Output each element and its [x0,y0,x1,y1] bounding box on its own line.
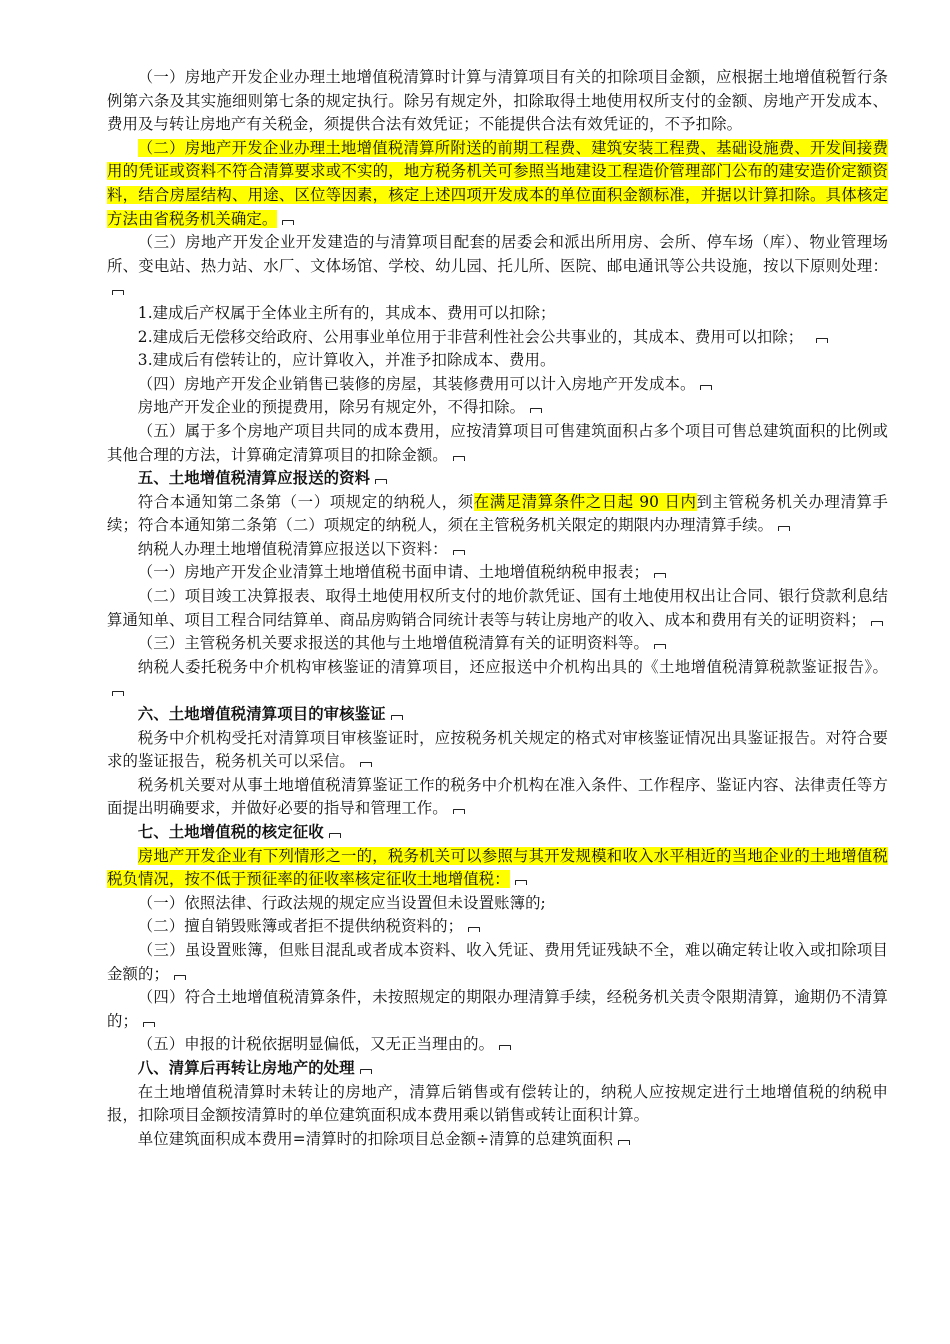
paragraph-14: （二）项目竣工决算报表、取得土地使用权所支付的地价款凭证、国有土地使用权出让合同、银行贷款利息结算通知单、项目工程合同结算单、商品房购销合同统计表等与转让房地产的收入、成本和费用有关的证明资料； [107,587,888,629]
paragraph-mark-icon [328,829,342,838]
paragraph-mark-icon [452,805,466,814]
paragraph-mark-icon [653,569,667,578]
paragraph-mark-icon [142,1018,156,1027]
paragraph-9: （五）属于多个房地产项目共同的成本费用，应按清算项目可售建筑面积占多个项目可售总建筑面积的比例或其他合理的方法，计算确定清算项目的扣除金额。 [107,421,888,464]
paragraph-8: 房地产开发企业的预提费用，除另有规定外，不得扣除。 [107,396,888,420]
paragraph-mark-icon [699,381,713,390]
paragraph-mark-icon [111,687,125,696]
paragraph-mark-icon [390,711,404,720]
paragraph-mark-icon [467,923,481,932]
paragraph-3: （三）房地产开发企业开发建造的与清算项目配套的居委会和派出所用房、会所、停车场（库）、物业管理场所、变电站、热力站、水厂、文体场馆、学校、幼儿园、托儿所、医院、邮电通讯等公共设施，按以下原则处理： [107,231,888,302]
paragraph-21-highlighted: 房地产开发企业有下列情形之一的，税务机关可以参照与其开发规模和收入水平相近的当地企业的土地增值税税负情况，按不低于预征率的征收率核定征收土地增值税： [107,846,888,889]
paragraph-mark-icon [359,758,373,767]
paragraph-1: （一）房地产开发企业办理土地增值税清算时计算与清算项目有关的扣除项目金额，应根据土地增值税暂行条例第六条及其实施细则第七条的规定执行。除另有规定外，扣除取得土地使用权所支付的金额、房地产开发成本、费用及与转让房地产有关税金，须提供合法有效凭证；不能提供合法有效凭证的，不予扣除。 [107,68,888,134]
list-item-1: 1.建成后产权属于全体业主所有的，其成本、费用可以扣除； [137,303,556,322]
paragraph-13: （一）房地产开发企业清算土地增值税书面申请、土地增值税纳税申报表； [107,561,888,585]
section-heading-8: 八、清算后再转让房地产的处理 [107,1057,888,1081]
paragraph-23: （二）擅自销毁账簿或者拒不提供纳税资料的； [107,915,888,939]
paragraph-7: （四）房地产开发企业销售已装修的房屋，其装修费用可以计入房地产开发成本。 [107,373,888,397]
paragraph-12: 纳税人办理土地增值税清算应报送以下资料： [107,538,888,562]
paragraph-mark-icon [815,334,829,343]
paragraph-mark-icon [452,452,466,461]
paragraph-mark-icon [452,546,466,555]
paragraph-2-highlighted: （二）房地产开发企业办理土地增值税清算所附送的前期工程费、建筑安装工程费、基础设施费、开发间接费用的凭证或资料不符合清算要求或不实的，地方税务机关可参照当地建设工程造价管理部门公布的建安造价定额资料，结合房屋结构、用途、区位等因素，核定上述四项开发成本的单位面积金额标准，并据以计算扣除。具体核定方法由省税务机关确定。 [107,138,888,228]
paragraph-26: （五）申报的计税依据明显偏低，又无正当理由的。 [107,1033,888,1057]
paragraph-mark-icon [111,286,125,295]
paragraph-mark-icon [777,522,791,531]
paragraph-18: 税务中介机构受托对清算项目审核鉴证时，应按税务机关规定的格式对审核鉴证情况出具鉴证报告。对符合要求的鉴证报告，税务机关可以采信。 [107,728,888,771]
paragraph-mark-icon [359,1065,373,1074]
paragraph-25: （四）符合土地增值税清算条件，未按照规定的期限办理清算手续，经税务机关责令限期清算，逾期仍不清算的； [107,988,888,1030]
paragraph-mark-icon [617,1136,631,1145]
paragraph-15: （三）主管税务机关要求报送的其他与土地增值税清算有关的证明资料等。 [107,632,888,656]
section-heading-6: 六、土地增值税清算项目的审核鉴证 [107,703,888,727]
section-heading-5: 五、土地增值税清算应报送的资料 [107,467,888,491]
list-item-3: 3.建成后有偿转让的，应计算收入，并准予扣除成本、费用。 [137,351,556,370]
paragraph-24: （三）虽设置账簿，但账目混乱或者成本资料、收入凭证、费用凭证残缺不全，难以确定转让收入或扣除项目金额的； [107,940,888,983]
paragraph-22: （一）依照法律、行政法规的规定应当设置但未设置账簿的; [137,893,546,912]
deadline-highlight: 在满足清算条件之日起 90 日内 [473,492,697,511]
paragraph-mark-icon [870,617,884,626]
section-heading-7: 七、土地增值税的核定征收 [107,821,888,845]
paragraph-mark-icon [374,475,388,484]
paragraph-mark-icon [529,404,543,413]
paragraph-16: 纳税人委托税务中介机构审核鉴证的清算项目，还应报送中介机构出具的《土地增值税清算税款鉴证报告》。 [107,656,888,703]
paragraph-mark-icon [653,640,667,649]
paragraph-29: 单位建筑面积成本费用=清算时的扣除项目总金额÷清算的总建筑面积 [107,1128,888,1152]
paragraph-mark-icon [173,971,187,980]
paragraph-mark-icon [514,876,528,885]
list-item-2: 2.建成后无偿移交给政府、公用事业单位用于非营利性社会公共事业的，其成本、费用可以扣除； [107,326,888,350]
paragraph-mark-icon [281,216,295,225]
paragraph-28: 在土地增值税清算时未转让的房地产，清算后销售或有偿转让的，纳税人应按规定进行土地增值税的纳税申报，扣除项目金额按清算时的单位建筑面积成本费用乘以销售或转让面积计算。 [107,1082,888,1125]
paragraph-mark-icon [498,1041,512,1050]
paragraph-11: 符合本通知第二条第（一）项规定的纳税人，须在满足清算条件之日起 90 日内到主管税务机关办理清算手续；符合本通知第二条第（二）项规定的纳税人，须在主管税务机关限定的期限内办理清算手续。 [107,492,889,535]
paragraph-19: 税务机关要对从事土地增值税清算鉴证工作的税务中介机构在准入条件、工作程序、鉴证内容、法律责任等方面提出明确要求，并做好必要的指导和管理工作。 [107,775,888,818]
